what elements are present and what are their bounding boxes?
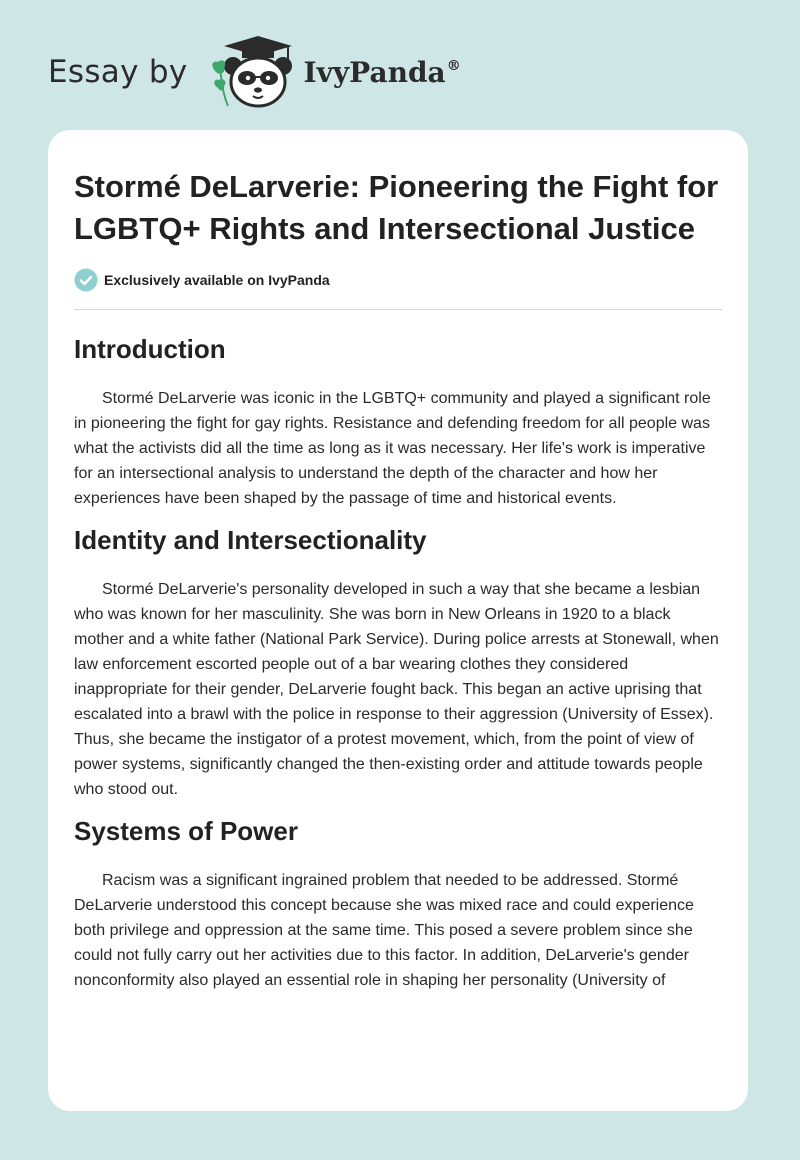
section-paragraph: Stormé DeLarverie's personality developed in such a way that she became a lesbian who was known for her masculinity. She was born in New Orleans in 1920 to a black mother and a white father (National Park Service). During police arrests at Stonewall, when law enforcement escorted people out of a bar wearing clothes they considered inappropriate for their gender, DeLarverie fought back. This began an active uprising that escalated into a brawl with the police in response to their aggression (University of Essex). Thus, she became the instigator of a protest movement, which, from the point of view of power systems, significantly changed the then-existing order and attitude towards people who stood out.: [74, 581, 719, 798]
section-identity: [74, 523, 722, 802]
section-heading: Introduction: [74, 334, 226, 364]
site-header: [48, 36, 461, 108]
section-heading: Systems of Power: [74, 816, 298, 846]
section-introduction: [74, 332, 722, 511]
article-title: Stormé DeLarverie: Pioneering the Fight for LGBTQ+ Rights and Intersectional Justice: [74, 169, 719, 246]
panda-logo-icon[interactable]: [202, 36, 298, 108]
registered-mark: ®: [446, 57, 461, 74]
article-card: [48, 130, 748, 1111]
section-paragraph: Stormé DeLarverie was iconic in the LGBTQ+ community and played a significant role in pioneering the fight for gay rights. Resistance and defending freedom for all people was what the activists did all the time as long as it was necessary. Her life's work is imperative for an intersectional analysis to understand the depth of the character and how her experiences have been shaped by the passage of time and historical events.: [74, 390, 711, 507]
exclusive-label: Exclusively available on IvyPanda: [104, 272, 330, 288]
section-heading: Identity and Intersectionality: [74, 525, 427, 555]
check-circle-icon: [74, 268, 98, 292]
brand-name[interactable]: [304, 56, 461, 89]
brand-text: IvyPanda: [303, 55, 446, 89]
exclusive-badge: [74, 268, 722, 310]
section-systems-of-power: [74, 814, 722, 993]
section-paragraph: Racism was a significant ingrained problem that needed to be addressed. Stormé DeLarverie understood this concept because she was mixed race and could experience both privilege and oppression at the same time. This posed a severe problem since she could not fully carry out her activities due to this factor. In addition, DeLarverie's gender nonconformity also played an essential role in shaping her personality (University of: [74, 872, 694, 989]
essay-by-label: Essay by: [48, 54, 188, 90]
